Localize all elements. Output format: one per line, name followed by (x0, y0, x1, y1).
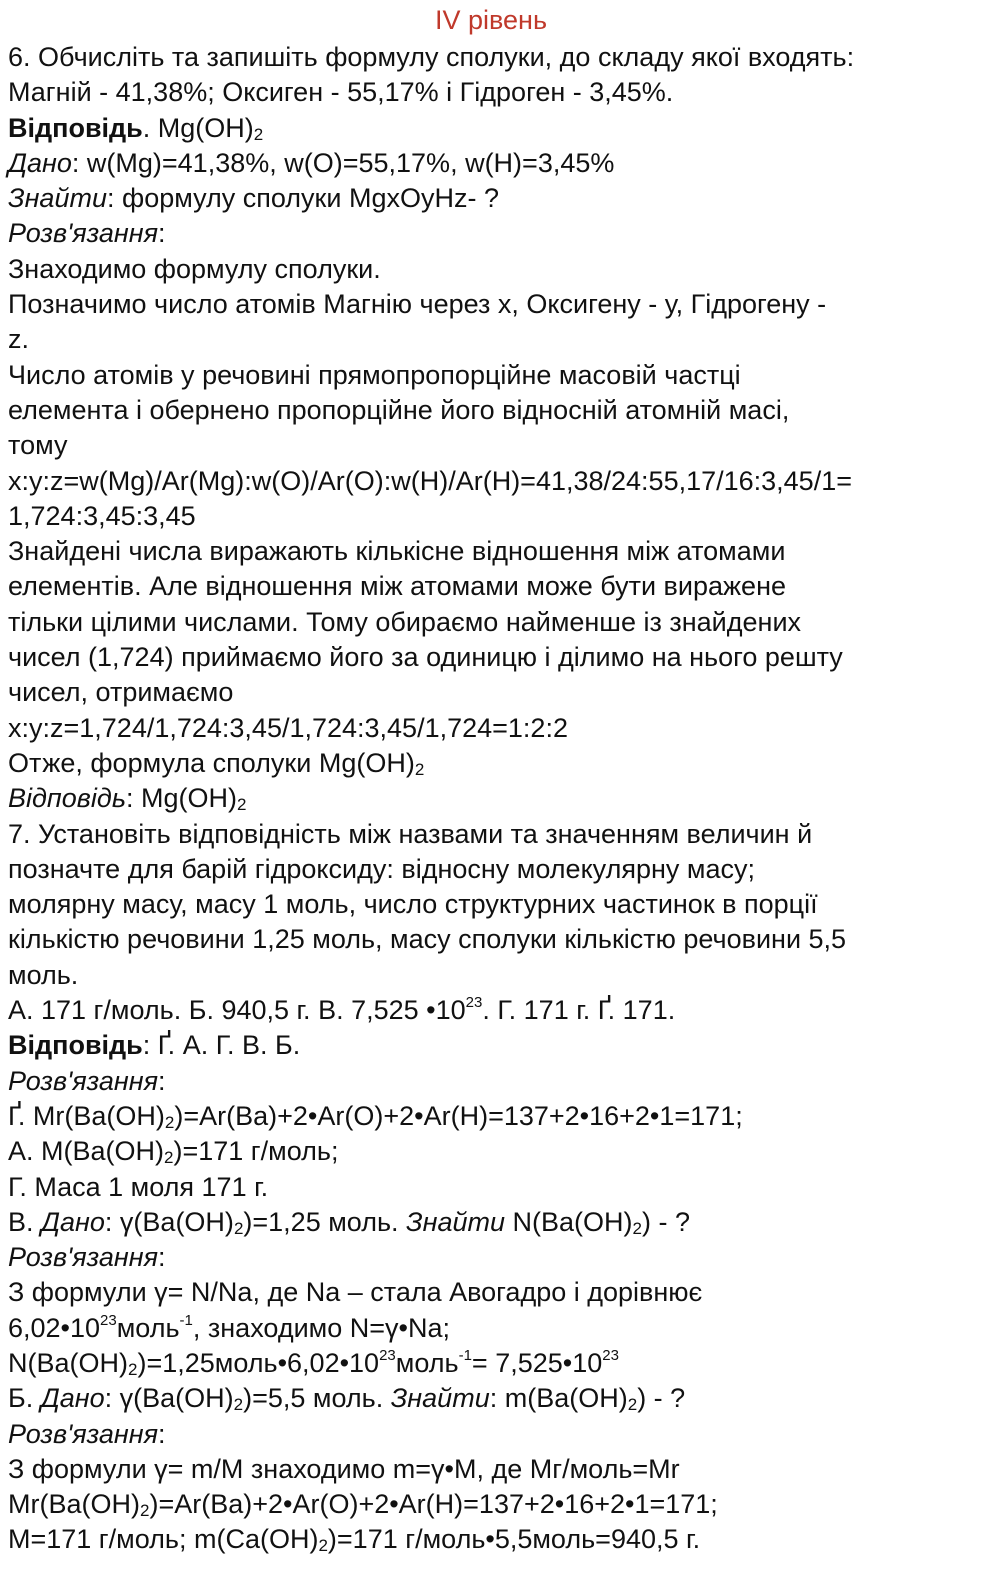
task7-particle-count (8, 1346, 974, 1381)
task7-question-line-3: молярну масу, масу 1 моль, число структурних частинок в порції (8, 889, 818, 920)
task7-solution-label-2: Розв'язання (8, 1242, 159, 1273)
task6-line-4: Число атомів у речовині прямопропорційне масовій частці (8, 359, 741, 390)
task7-avogadro-line-2 (8, 1311, 974, 1346)
mass-b: )=171 г/моль•5,5моль=940,5 г. (327, 1524, 701, 1555)
conclusion-subscript: 2 (414, 759, 425, 779)
mass-a: M=171 г/моль; m(Ca(OH) (8, 1524, 319, 1555)
final-answer-text: : Mg(OH) (126, 783, 238, 814)
options-text-b: . Г. 171 г. Ґ. 171. (482, 995, 676, 1026)
v-given-e: ) - ? (641, 1206, 690, 1237)
task6-answer (8, 111, 974, 146)
answer-subscript: 2 (253, 124, 264, 144)
options-text-a: А. 171 г/моль. Б. 940,5 г. В. 7,525 •10 (8, 995, 466, 1026)
task6-final-answer (8, 781, 974, 816)
b-given-a: Б. (8, 1383, 41, 1414)
task7-question-line-2: позначте для барій гідроксиду: відносну молекулярну масу; (8, 853, 755, 884)
mr-b: )=Ar(Ba)+2•Ar(O)+2•Ar(H)=137+2•16+2•1=171; (149, 1489, 718, 1520)
final-answer-label: Відповідь (8, 783, 127, 814)
task6-solution-heading (8, 216, 974, 251)
answer-label: Відповідь (8, 112, 143, 143)
task7-b-given (8, 1381, 974, 1416)
task7-molar-mass (8, 1134, 974, 1169)
b-given-sub: 2 (233, 1395, 244, 1415)
rel-mass-sub: 2 (164, 1112, 175, 1132)
answer-separator: . (142, 112, 158, 143)
v-given-label: Дано (41, 1206, 105, 1237)
task6-find (8, 181, 974, 216)
task6-line-5: елемента і обернено пропорційне його відносній атомній масі, (8, 394, 790, 425)
avog-a: 6,02•10 (8, 1312, 101, 1343)
task6-ratio-result: 1,724:3,45:3,45 (8, 500, 196, 531)
count-c: моль (395, 1347, 459, 1378)
mr-sub: 2 (139, 1501, 150, 1521)
count-sub: 2 (128, 1359, 138, 1379)
avog-exp: 23 (100, 1311, 117, 1329)
mr-a: Mr(Ba(OH) (8, 1489, 140, 1520)
task7-answer-text: : Ґ. А. Г. В. Б. (142, 1030, 301, 1061)
answer-formula: Mg(OH) (157, 112, 254, 143)
task6-line-11: тільки цілими числами. Тому обираємо найменше із знайдених (8, 606, 802, 637)
task7-mass-one-mole: Г. Маса 1 моля 171 г. (8, 1171, 269, 1202)
task6-line-13: чисел, отримаємо (8, 677, 234, 708)
task6-question-line-1: 6. Обчисліть та запишіть формулу сполуки, до складу якої входять: (8, 42, 855, 72)
b-given-label: Дано (40, 1383, 105, 1414)
avog-c: , знаходимо N=γ•Na; (192, 1312, 450, 1343)
conclusion-text: Отже, формула сполуки Mg(OH) (8, 747, 415, 778)
task7-question-line-1: 7. Установіть відповідність між назвами та значенням величин й (8, 818, 813, 849)
task7-relative-mass (8, 1099, 974, 1134)
task7-solution-heading-3 (8, 1417, 974, 1452)
b-given-e: ) - ? (637, 1383, 686, 1414)
task7-solution-colon-2: : (158, 1242, 166, 1273)
task6-line-10: елементів. Але відношення між атомами може бути виражене (8, 571, 787, 602)
task7-solution-colon: : (158, 1065, 166, 1096)
molar-mass-b: )=171 г/моль; (173, 1136, 339, 1167)
solution-colon: : (158, 218, 166, 249)
task7-options (8, 993, 974, 1028)
task7-solution-label-3: Розв'язання (8, 1418, 159, 1449)
level-title: IV рівень (434, 5, 548, 35)
molar-mass-sub: 2 (164, 1148, 174, 1168)
v-given-sub: 2 (233, 1218, 244, 1238)
solution-label: Розв'язання (8, 218, 159, 249)
given-label: Дано (8, 147, 72, 178)
b-given-b: : γ(Ba(OH) (104, 1383, 234, 1414)
task7-question-line-4: кількістю речовини 1,25 моль, масу сполуки кількістю речовини 5,5 (8, 924, 847, 955)
v-given-b: : γ(Ba(OH) (104, 1206, 234, 1237)
b-given-d: : m(Ba(OH) (489, 1383, 628, 1414)
count-exp: 23 (379, 1346, 396, 1364)
count-b: )=1,25моль•6,02•10 (137, 1347, 380, 1378)
rel-mass-a: Ґ. Mr(Ba(OH) (8, 1100, 165, 1131)
task6-ratio-normalized: x:y:z=1,724/1,724:3,45/1,724:3,45/1,724=1:2:2 (8, 712, 568, 743)
task6-line-9: Знайдені числа виражають кількісне відношення між атомами (8, 536, 786, 567)
b-given-c: )=5,5 моль. (243, 1383, 391, 1414)
task7-solution-heading (8, 1064, 974, 1099)
molar-mass-a: А. M(Ba(OH) (8, 1136, 165, 1167)
count-a: N(Ba(OH) (8, 1347, 128, 1378)
b-find-label: Знайти (390, 1383, 490, 1414)
v-find-label: Знайти (406, 1206, 506, 1237)
task7-answer (8, 1028, 974, 1063)
task7-solution-heading-2 (8, 1240, 974, 1275)
b-given-sub2: 2 (627, 1395, 638, 1415)
final-answer-subscript: 2 (237, 795, 247, 815)
v-given-c: )=1,25 моль. (243, 1206, 407, 1237)
v-given-sub2: 2 (632, 1218, 642, 1238)
options-exponent: 23 (465, 994, 483, 1012)
v-given-a: В. (8, 1206, 42, 1237)
task7-answer-label: Відповідь (8, 1030, 143, 1061)
mass-sub: 2 (318, 1536, 328, 1556)
count-d: = 7,525•10 (471, 1347, 603, 1378)
task7-mass-result (8, 1522, 974, 1557)
find-label: Знайти (8, 183, 107, 214)
task6-question-line-2: Магній - 41,38%; Оксиген - 55,17% і Гідроген - 3,45%. (8, 77, 674, 108)
task6-given (8, 146, 974, 181)
count-exp2: -1 (458, 1346, 472, 1364)
task6-line-12: чисел (1,724) приймаємо його за одиницю і ділимо на нього решту (8, 642, 843, 673)
v-given-d: N(Ba(OH) (505, 1206, 633, 1237)
find-text: : формулу сполуки MgxOyHz- ? (106, 183, 499, 214)
task6-ratio-equation: x:y:z=w(Mg)/Ar(Mg):w(O)/Ar(O):w(H)/Ar(H)=41,38/24:55,17/16:3,45/1= (8, 465, 852, 496)
task7-avogadro-line-1: З формули γ= N/Na, де Na – стала Авогадро і дорівнює (8, 1277, 703, 1308)
avog-exp2: -1 (179, 1311, 193, 1329)
task6-line-3: z. (8, 324, 30, 355)
task6-conclusion (8, 746, 974, 781)
task7-mr-calc (8, 1487, 974, 1522)
task7-v-given (8, 1205, 974, 1240)
rel-mass-b: )=Ar(Ba)+2•Ar(O)+2•Ar(H)=137+2•16+2•1=171; (174, 1100, 743, 1131)
task6-line-6: тому (8, 430, 68, 461)
count-exp3: 23 (602, 1346, 619, 1364)
avog-b: моль (116, 1312, 180, 1343)
given-values: : w(Mg)=41,38%, w(O)=55,17%, w(H)=3,45% (71, 147, 615, 178)
task7-question-line-5: моль. (8, 959, 79, 990)
task7-solution-label: Розв'язання (8, 1065, 159, 1096)
task7-mass-formula: З формули γ= m/M знаходимо m=γ•M, де Mг/моль=Mr (8, 1453, 680, 1484)
task6-line-2: Позначимо число атомів Магнію через x, Оксигену - у, Гідрогену - (8, 289, 827, 320)
task7-solution-colon-3: : (158, 1418, 166, 1449)
task6-line-1: Знаходимо формулу сполуки. (8, 253, 381, 284)
